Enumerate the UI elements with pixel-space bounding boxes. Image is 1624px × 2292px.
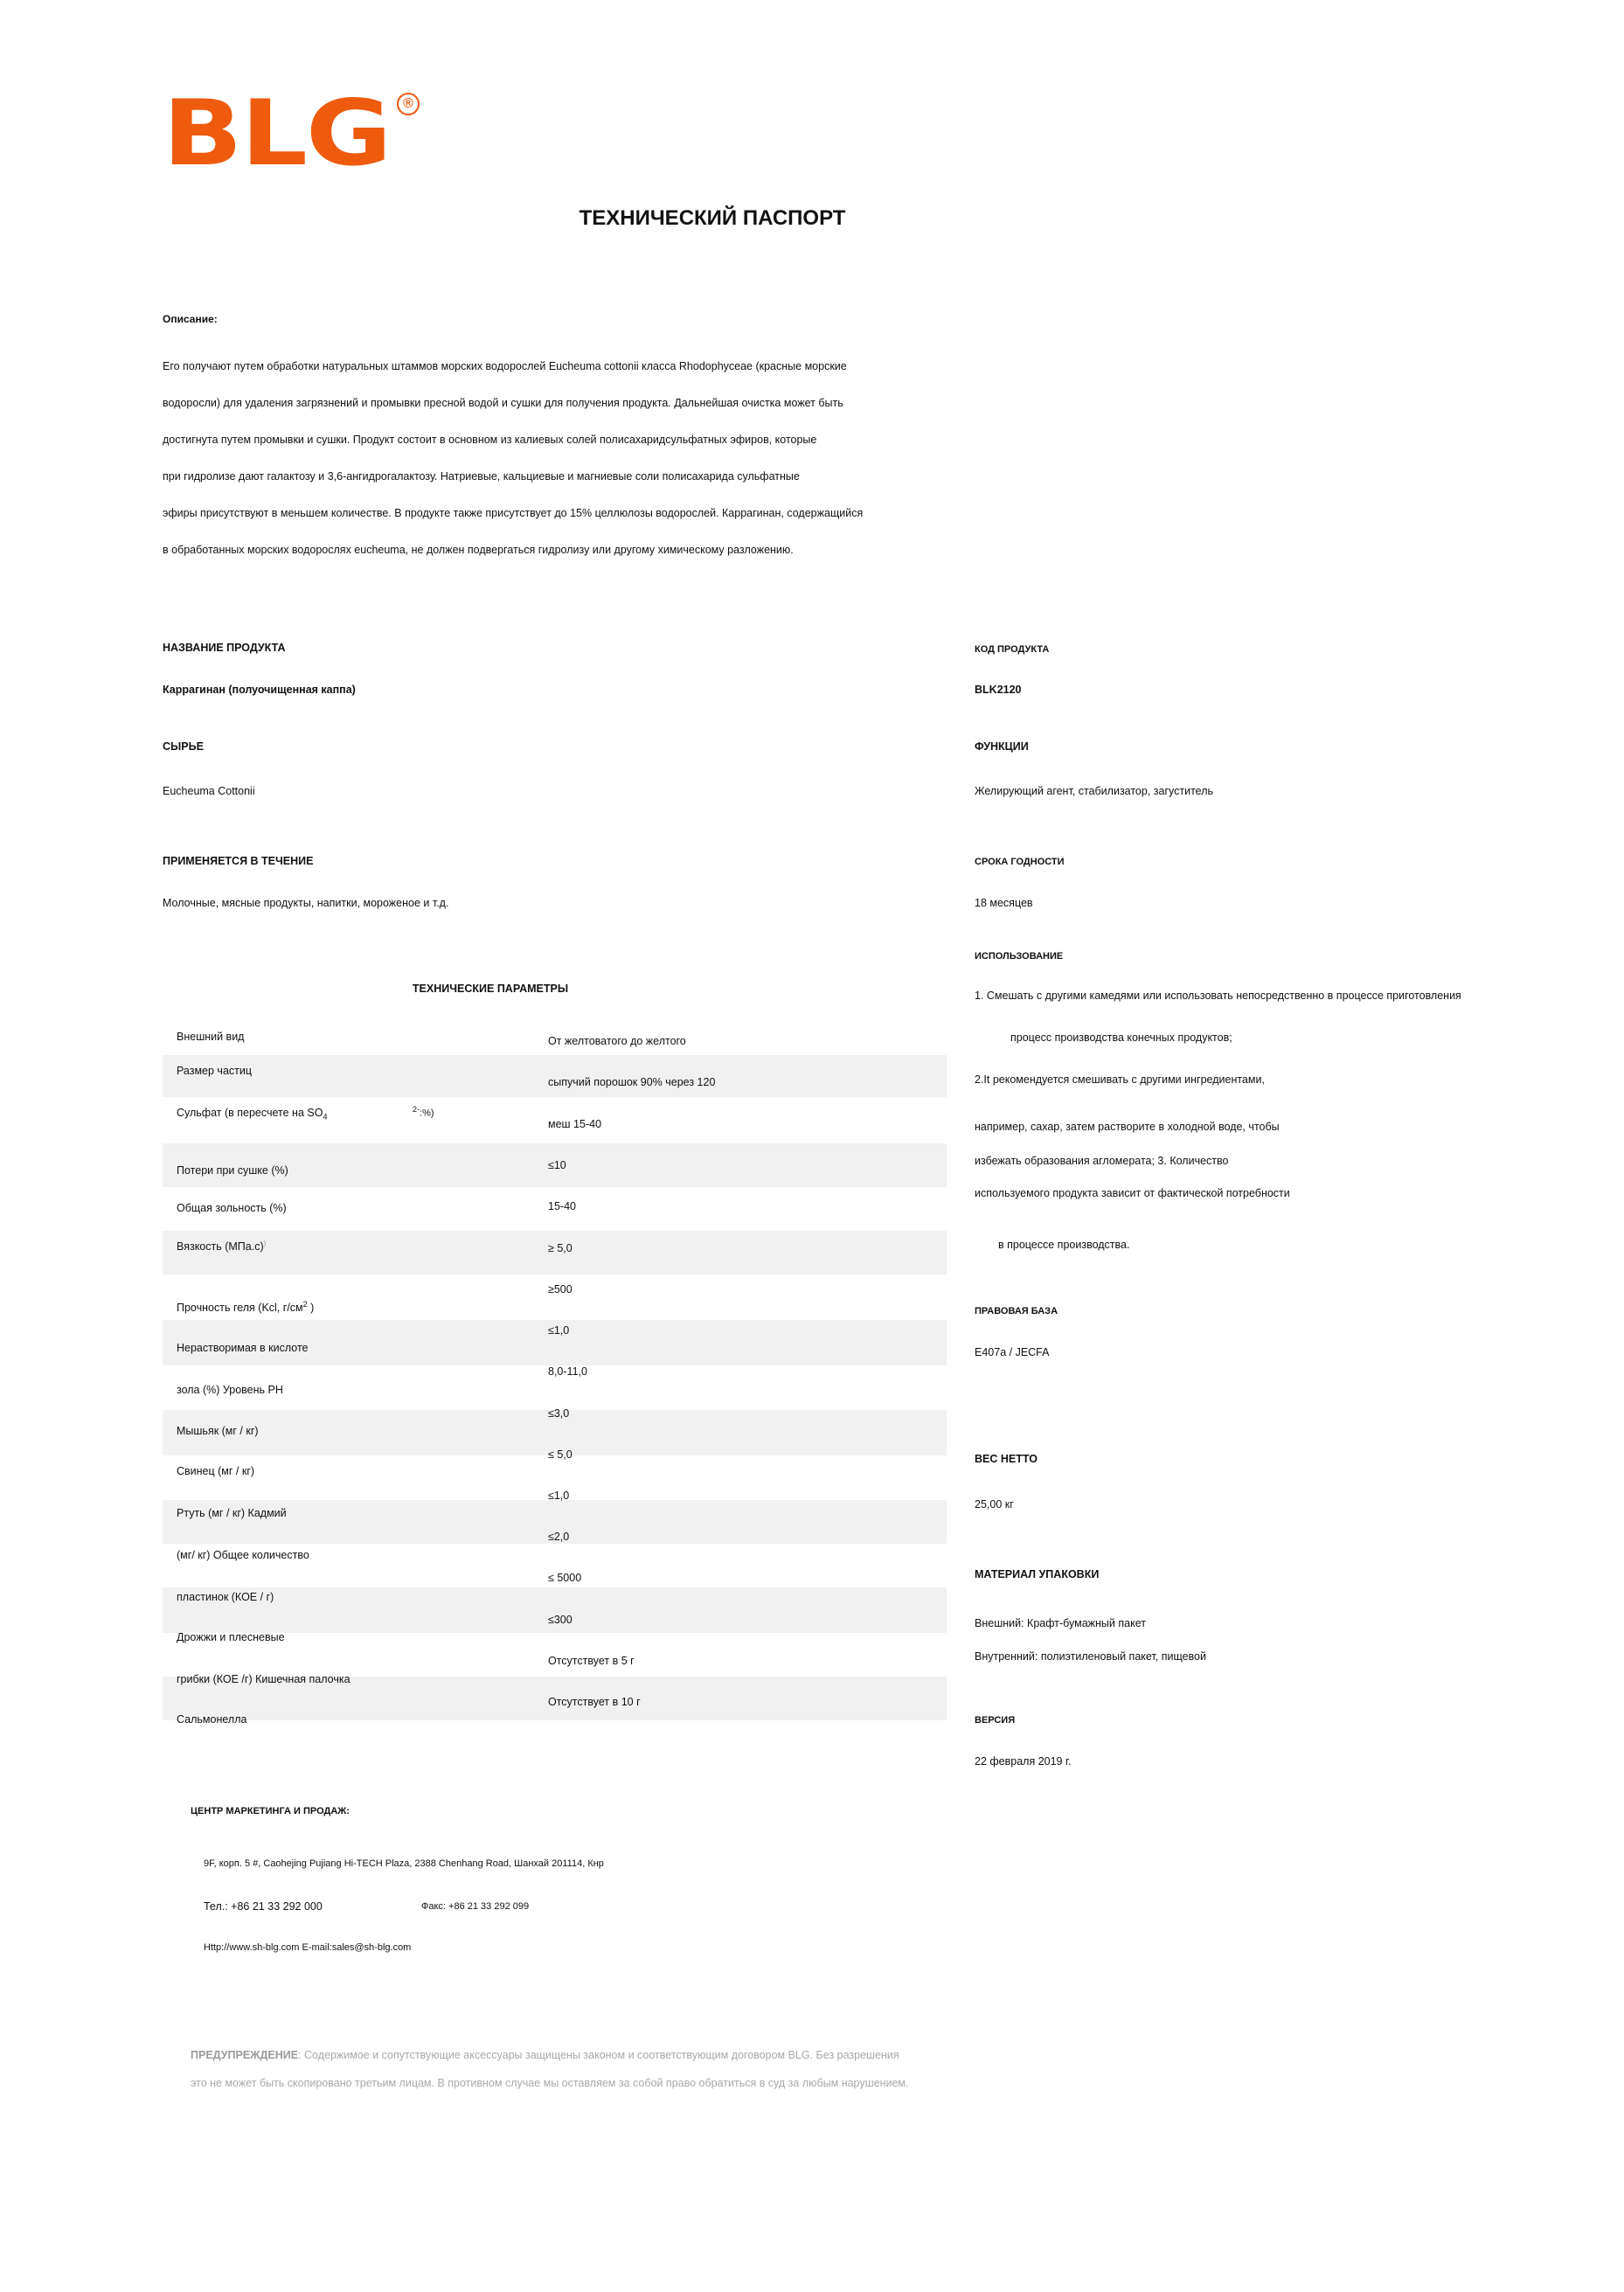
application-label: ПРИМЕНЯЕТСЯ В ТЕЧЕНИЕ [163, 855, 314, 867]
packaging-label: МАТЕРИАЛ УПАКОВКИ [975, 1568, 1100, 1580]
contacts-fax: Факс: +86 21 33 292 099 [421, 1901, 530, 1912]
net-weight-label: ВЕС НЕТТО [975, 1453, 1038, 1465]
usage-line: 2.It рекомендуется смешивать с другими ингредиентами, [975, 1073, 1265, 1086]
table-stripe [163, 1587, 947, 1633]
legal-basis-value: E407a / JECFA [975, 1346, 1050, 1358]
sulfate-ion-suffix [413, 1105, 434, 1119]
raw-material-label: СЫРЬЕ [163, 740, 204, 753]
description-label: Описание: [163, 313, 218, 325]
param-value: меш 15-40 [548, 1118, 602, 1130]
superscript: ) [263, 1240, 267, 1247]
param-name: Свинец (мг / кг) [177, 1465, 255, 1477]
param-name: Внешний вид [177, 1031, 245, 1043]
param-value: ≤300 [548, 1614, 573, 1626]
brand-logo [163, 81, 425, 186]
param-value: ≤ 5000 [548, 1572, 582, 1584]
contacts-phone: Тел.: +86 21 33 292 000 [204, 1900, 323, 1913]
usage-line: например, сахар, затем растворите в холодной воде, чтобы [975, 1121, 1280, 1133]
application-value: Молочные, мясные продукты, напитки, мороженое и т.д. [163, 897, 449, 909]
param-value: 15-40 [548, 1200, 576, 1212]
page-title: ТЕХНИЧЕСКИЙ ПАСПОРТ [579, 206, 846, 230]
param-name: Ртуть (мг / кг) Кадмий [177, 1507, 287, 1519]
param-value: От желтоватого до желтого [548, 1035, 686, 1047]
param-value: ≤ 5,0 [548, 1448, 573, 1461]
logo-wordmark: BLG [163, 81, 391, 186]
usage-line: избежать образования агломерата; 3. Количество [975, 1155, 1229, 1167]
param-name-viscosity [177, 1240, 266, 1253]
net-weight-value: 25,00 кг [975, 1498, 1014, 1511]
product-code-label: КОД ПРОДУКТА [975, 644, 1050, 655]
param-name: зола (%) Уровень PH [177, 1384, 283, 1396]
version-value: 22 февраля 2019 г. [975, 1755, 1072, 1768]
description-line: достигнута путем промывки и сушки. Продукт состоит в основном из калиевых солей полисахаридсульфатных эфиров, которые [163, 434, 817, 446]
packaging-inner: Внутренний: полиэтиленовый пакет, пищевой [975, 1650, 1206, 1663]
usage-line: процесс производства конечных продуктов; [1010, 1031, 1232, 1044]
suffix: :%) [420, 1108, 434, 1119]
warning-line: это не может быть скопировано третьим лицам. В противном случае мы оставляем за собой право обратиться в суд за любым нарушением. [191, 2077, 909, 2089]
product-name-label: НАЗВАНИЕ ПРОДУКТА [163, 642, 286, 654]
raw-material-value: Eucheuma Cottonii [163, 785, 255, 797]
warning-line [191, 2049, 899, 2061]
param-name: Потери при сушке (%) [177, 1164, 288, 1177]
param-name: Сульфат (в пересчете на SO [177, 1107, 323, 1119]
description-line: в обработанных морских водорослях eucheuma, не должен подвергаться гидролизу или другому химическому разложению. [163, 544, 794, 556]
registered-mark-icon: ® [397, 93, 420, 115]
param-value: ≤10 [548, 1159, 566, 1171]
warning-label: ПРЕДУПРЕЖДЕНИЕ [191, 2049, 299, 2061]
shelf-life-value: 18 месяцев [975, 897, 1033, 909]
product-code-value: BLK2120 [975, 684, 1022, 696]
param-value: ≤1,0 [548, 1324, 570, 1337]
functions-label: ФУНКЦИИ [975, 740, 1029, 753]
usage-label: ИСПОЛЬЗОВАНИЕ [975, 951, 1064, 962]
param-name: Общая зольность (%) [177, 1202, 287, 1214]
warning-text: : Содержимое и сопутствующие аксессуары защищены законом и соответствующим договором BLG. Без разрешения [298, 2049, 899, 2061]
legal-basis-label: ПРАВОВАЯ БАЗА [975, 1306, 1058, 1316]
description-line: Его получают путем обработки натуральных штаммов морских водорослей Eucheuma cottonii класса Rhodophyceae (красные морские [163, 360, 847, 372]
param-value: ≤1,0 [548, 1490, 570, 1502]
tech-params-title: ТЕХНИЧЕСКИЕ ПАРАМЕТРЫ [412, 983, 569, 995]
description-line: эфиры присутствуют в меньшем количестве. В продукте также присутствует до 15% целлюлозы водорослей. Каррагинан, содержащийся [163, 507, 864, 519]
param-name: Размер частиц [177, 1065, 253, 1077]
param-name: (мг/ кг) Общее количество [177, 1549, 309, 1561]
param-name: грибки (КОЕ /г) Кишечная палочка [177, 1673, 350, 1685]
superscript: 2 [302, 1300, 308, 1309]
description-line: водоросли) для удаления загрязнений и промывки пресной водой и сушки для получения продукта. Дальнейшая очистка может быть [163, 397, 843, 409]
contacts-address: 9F, корп. 5 #, Caohejing Pujiang Hi-TECH Plaza, 2388 Chenhang Road, Шанхай 201114, Кнр [204, 1858, 604, 1869]
param-value: Отсутствует в 10 г [548, 1696, 641, 1708]
param-value: ≥500 [548, 1283, 573, 1295]
usage-line: 1. Смешать с другими камедями или использовать непосредственно в процессе приготовления [975, 990, 1461, 1002]
functions-value: Желирующий агент, стабилизатор, загуститель [975, 785, 1214, 797]
contacts-web-email[interactable]: Http://www.sh-blg.com E-mail:sales@sh-blg.com [204, 1942, 412, 1953]
packaging-outer: Внешний: Крафт-бумажный пакет [975, 1617, 1146, 1629]
usage-line: используемого продукта зависит от фактической потребности [975, 1187, 1290, 1199]
param-value: Отсутствует в 5 г [548, 1655, 635, 1667]
description-line: при гидролизе дают галактозу и 3,6-ангидрогалактозу. Натриевые, кальциевые и магниевые соли полисахарида сульфатные [163, 470, 800, 483]
product-name-value: Каррагинан (полуочищенная каппа) [163, 684, 356, 696]
param-name-sulfate [177, 1107, 327, 1122]
suffix: ) [307, 1302, 315, 1315]
param-value: ≥ 5,0 [548, 1242, 573, 1254]
param-name: Сальмонелла [177, 1713, 247, 1726]
version-label: ВЕРСИЯ [975, 1715, 1016, 1726]
param-name: Нерастворимая в кислоте [177, 1342, 309, 1354]
param-name: пластинок (КОЕ / г) [177, 1591, 274, 1603]
param-name-gel [177, 1300, 314, 1314]
param-value: ≤2,0 [548, 1531, 570, 1543]
contacts-label: ЦЕНТР МАРКЕТИНГА И ПРОДАЖ: [191, 1806, 350, 1816]
shelf-life-label: СРОКА ГОДНОСТИ [975, 857, 1065, 867]
param-value: сыпучий порошок 90% через 120 [548, 1076, 716, 1088]
param-value: ≤3,0 [548, 1407, 570, 1420]
param-name: Дрожжи и плесневые [177, 1631, 285, 1643]
superscript: 2- [413, 1105, 420, 1114]
param-value: 8,0-11,0 [548, 1365, 587, 1378]
param-name: Вязкость (МПа.с) [177, 1240, 264, 1254]
param-name: Прочность геля (Kcl, г/см [177, 1302, 303, 1315]
usage-line: в процессе производства. [998, 1239, 1130, 1251]
param-name: Мышьяк (мг / кг) [177, 1425, 259, 1437]
subscript: 4 [323, 1112, 328, 1122]
